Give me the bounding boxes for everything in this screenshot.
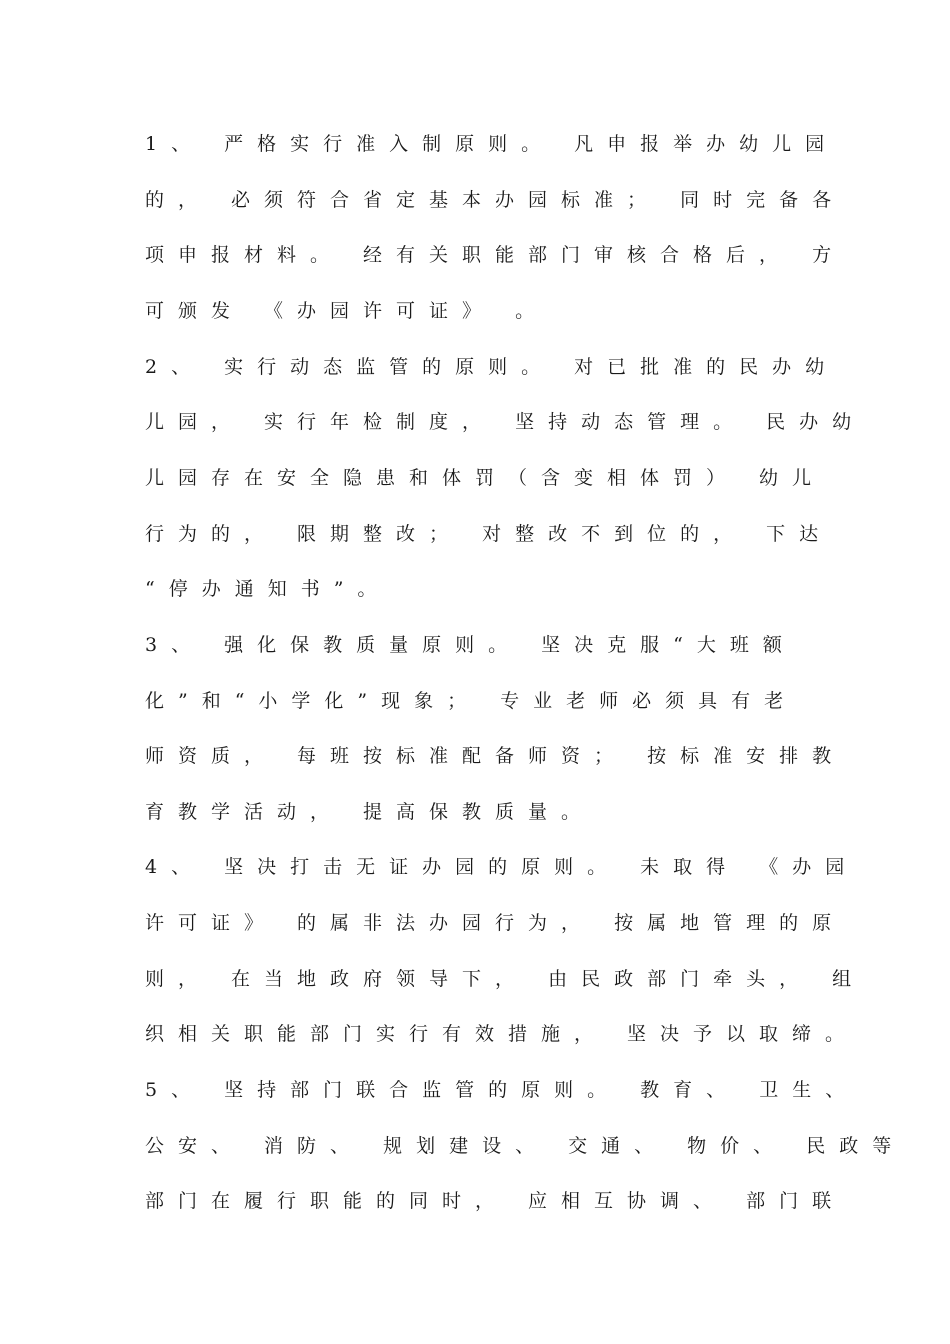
text-line: 师资质， 每班按标准配备师资； 按标准安排教 (145, 745, 846, 767)
text-line: 儿园， 实行年检制度， 坚持动态管理。 民办幼 (145, 411, 866, 433)
text-line: 3、 强化保教质量原则。 坚决克服“大班额 (145, 634, 796, 656)
text-line: “停办通知书”。 (145, 578, 391, 600)
text-line: 育教学活动， 提高保教质量。 (145, 801, 595, 823)
text-line: 4、 坚决打击无证办园的原则。 未取得 《办园 (145, 856, 859, 878)
text-line: 许可证》 的属非法办园行为， 按属地管理的原 (145, 912, 846, 934)
text-line: 化”和“小学化”现象； 专业老师必须具有老 (145, 690, 798, 712)
text-line: 的， 必须符合省定基本办园标准； 同时完备各 (145, 189, 846, 211)
text-line: 公安、 消防、 规划建设、 交通、 物价、 民政等 (145, 1135, 906, 1157)
text-line: 行为的， 限期整改； 对整改不到位的， 下达 (145, 523, 833, 545)
text-line: 可颁发 《办园许可证》 。 (145, 300, 549, 322)
text-line: 儿园存在安全隐患和体罚（含变相体罚） 幼儿 (145, 467, 826, 489)
text-line: 2、 实行动态监管的原则。 对已批准的民办幼 (145, 356, 839, 378)
text-line: 项申报材料。 经有关职能部门审核合格后， 方 (145, 244, 846, 266)
text-line: 织相关职能部门实行有效措施， 坚决予以取缔。 (145, 1023, 859, 1045)
text-line: 5、 坚持部门联合监管的原则。 教育、 卫生、 (145, 1079, 859, 1101)
text-line: 1、 严格实行准入制原则。 凡申报举办幼儿园 (145, 133, 839, 155)
text-line: 部门在履行职能的同时， 应相互协调、 部门联 (145, 1190, 846, 1212)
text-line: 则， 在当地政府领导下， 由民政部门牵头， 组 (145, 968, 866, 990)
